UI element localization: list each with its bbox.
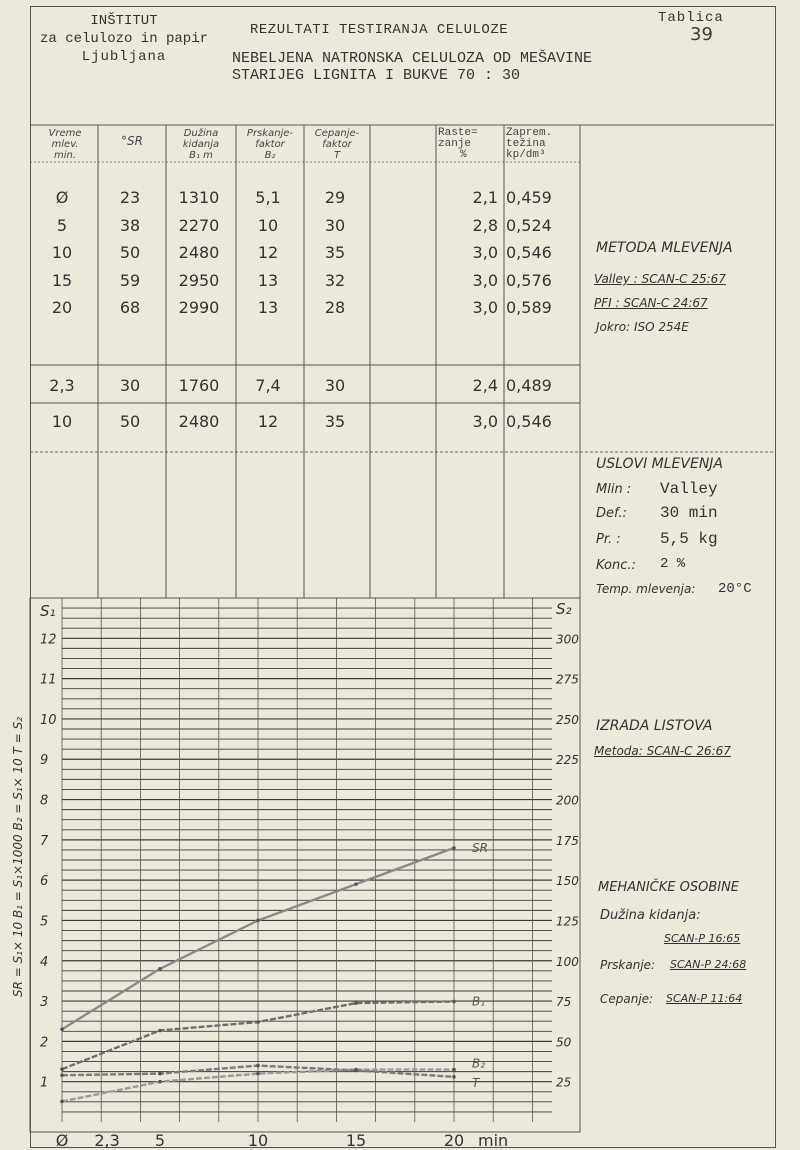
- table-row-cell: 0,589: [506, 298, 552, 317]
- table-row-cell: 50: [119, 243, 141, 262]
- x-tick-label: 20: [443, 1131, 465, 1150]
- x-axis-label: min: [478, 1131, 509, 1150]
- left-tick-label: 2: [40, 1035, 49, 1051]
- series-point: [452, 1075, 456, 1079]
- series-point: [256, 1064, 260, 1068]
- table-row-cell: 2,8: [472, 215, 498, 235]
- summary-row-cell: 1760: [178, 376, 220, 395]
- left-tick-label: 4: [40, 954, 49, 970]
- col-header-cepanje: Cepanje- faktor T: [314, 128, 360, 161]
- temp-value: 20°C: [718, 581, 752, 597]
- table-row-cell: 0,459: [506, 188, 552, 207]
- uslovi-konc-value: 2 %: [660, 556, 686, 572]
- right-tick-label: 300: [556, 632, 579, 647]
- meh-duzina-label: Dužina kidanja:: [600, 908, 701, 923]
- series-point: [60, 1027, 64, 1031]
- temp-label: Temp. mlevenja:: [596, 582, 696, 596]
- uslovi-mlin-label: Mlin :: [596, 482, 632, 497]
- left-axis-label: S₁: [40, 602, 56, 620]
- table-row-cell: 68: [119, 298, 141, 317]
- table-row-cell: 2270: [178, 215, 220, 235]
- left-tick-label: 8: [40, 793, 49, 809]
- metoda-line-2: PFI : SCAN-C 24:67: [594, 296, 708, 310]
- summary-row-cell: 10: [51, 412, 73, 431]
- uslovi-konc-label: Konc.:: [596, 558, 636, 573]
- series-label: B₂: [472, 1056, 486, 1071]
- x-tick-label: 5: [154, 1131, 166, 1150]
- series-point: [60, 1067, 64, 1071]
- uslovi-pr-value: 5,5 kg: [660, 530, 718, 548]
- series-label: T: [472, 1075, 480, 1090]
- series-point: [158, 967, 162, 971]
- x-tick-label: 15: [345, 1131, 367, 1150]
- table-row-cell: 20: [51, 298, 73, 317]
- table-row-cell: 10: [51, 243, 73, 262]
- series-point: [452, 1068, 456, 1072]
- page-subtitle-1: NEBELJENA NATRONSKA CELULOZA OD MEŠAVINE: [232, 50, 593, 67]
- right-tick-label: 75: [556, 995, 572, 1010]
- meh-cepanje-label: Cepanje:: [600, 992, 654, 1006]
- table-row-cell: 3,0: [472, 298, 498, 317]
- metoda-title: METODA MLEVENJA: [596, 240, 733, 256]
- table-row-cell: 13: [257, 270, 279, 290]
- table-row-cell: 2950: [178, 270, 220, 290]
- series-point: [158, 1080, 162, 1084]
- col-header-sr: °SR: [121, 134, 143, 148]
- uslovi-title: USLOVI MLEVENJA: [596, 456, 724, 472]
- summary-row-cell: 30: [119, 376, 141, 395]
- table-row-cell: 23: [119, 188, 141, 207]
- series-point: [158, 1029, 162, 1033]
- x-tick-label: 2,3: [94, 1131, 120, 1150]
- table-row-cell: 2990: [178, 298, 220, 317]
- right-tick-label: 150: [556, 874, 579, 889]
- table-row-cell: 0,524: [506, 215, 552, 235]
- right-tick-label: 175: [556, 833, 579, 848]
- right-axis-label: S₂: [556, 600, 572, 618]
- col-header-vreme: Vreme mlev. min.: [48, 128, 82, 161]
- table-row-cell: 13: [257, 298, 279, 317]
- side-formula: SR = S₁× 10 B₁ = S₁×1000 B₂ = S₁× 10 T = S₂: [11, 716, 25, 998]
- left-tick-label: 3: [40, 995, 49, 1011]
- table-row-cell: 28: [324, 298, 346, 317]
- table-row-cell: 5: [56, 215, 68, 235]
- meh-prskanje-label: Prskanje:: [600, 958, 656, 972]
- table-row-cell: 35: [324, 243, 346, 262]
- series-point: [60, 1100, 64, 1104]
- metoda-line-1: Valley : SCAN-C 25:67: [594, 272, 726, 286]
- page-subtitle-2: STARIJEG LIGNITA I BUKVE 70 : 30: [232, 67, 521, 84]
- uslovi-mlin-value: Valley: [660, 480, 718, 498]
- table-row-cell: 30: [324, 215, 346, 235]
- left-tick-label: 1: [40, 1075, 49, 1091]
- summary-row-cell: 3,0: [472, 412, 498, 431]
- page-title: REZULTATI TESTIRANJA CELULOZE: [250, 22, 509, 38]
- summary-row-cell: 2,3: [49, 376, 75, 395]
- table-label: Tablica: [658, 10, 724, 26]
- series-label: SR: [472, 840, 488, 855]
- table-number: 39: [690, 24, 713, 45]
- col-header-rastezanje: Raste= zanje %: [438, 127, 478, 161]
- summary-row-cell: 2480: [178, 412, 220, 431]
- right-tick-label: 225: [556, 753, 579, 768]
- summary-row-cell: 0,546: [506, 412, 552, 431]
- table-row-cell: 38: [119, 215, 141, 235]
- uslovi-pr-label: Pr. :: [596, 532, 621, 547]
- table-row-cell: 59: [119, 270, 141, 290]
- x-tick-label: 10: [247, 1131, 269, 1150]
- table-row-cell: 32: [324, 270, 346, 290]
- institute-subtitle: za celulozo in papir: [39, 31, 209, 47]
- table-row-cell: 2480: [178, 243, 220, 262]
- table-row-cell: 2,1: [472, 188, 498, 207]
- left-tick-label: 12: [40, 632, 57, 648]
- table-row-cell: 0,576: [506, 270, 552, 290]
- summary-row-cell: 12: [257, 412, 279, 431]
- institute-city: Ljubljana: [81, 49, 167, 65]
- izrada-line: Metoda: SCAN-C 26:67: [594, 744, 731, 758]
- col-header-prskanje: Prskanje- faktor B₂: [246, 128, 294, 161]
- metoda-line-3: Jokro: ISO 254E: [596, 320, 689, 334]
- series-point: [354, 1069, 358, 1073]
- uslovi-def-label: Def.:: [596, 506, 627, 521]
- x-tick-label: Ø: [55, 1131, 69, 1150]
- table-row-cell: 3,0: [472, 243, 498, 262]
- series-point: [60, 1073, 64, 1077]
- series-point: [256, 919, 260, 923]
- right-tick-label: 200: [556, 793, 579, 808]
- summary-row-cell: 2,4: [472, 376, 498, 395]
- table-row-cell: Ø: [55, 188, 69, 207]
- table-row-cell: 3,0: [472, 270, 498, 290]
- series-label: B₁: [472, 994, 486, 1009]
- series-point: [256, 1020, 260, 1024]
- series-point: [354, 882, 358, 886]
- uslovi-def-value: 30 min: [660, 504, 718, 522]
- left-tick-label: 7: [40, 833, 49, 849]
- table-row-cell: 0,546: [506, 243, 552, 262]
- right-tick-label: 25: [556, 1075, 572, 1090]
- series-point: [452, 846, 456, 850]
- table-row-cell: 29: [324, 188, 346, 207]
- table-row-cell: 1310: [178, 188, 220, 207]
- left-tick-label: 6: [40, 874, 49, 890]
- summary-row-cell: 35: [324, 412, 346, 431]
- table-row-cell: 12: [257, 243, 279, 262]
- table-row-cell: 10: [257, 215, 279, 235]
- col-header-duzina: Dužina kidanja B₁ m: [182, 128, 220, 161]
- series-point: [256, 1072, 260, 1076]
- series-point: [158, 1072, 162, 1076]
- table-row-cell: 5,1: [255, 188, 281, 207]
- meh-cepanje-value: SCAN-P 11:64: [666, 992, 743, 1005]
- meh-duzina-value: SCAN-P 16:65: [664, 932, 741, 945]
- meh-prskanje-value: SCAN-P 24:68: [670, 958, 747, 971]
- meh-title: MEHANIČKE OSOBINE: [598, 880, 740, 895]
- institute-name: INŠTITUT: [90, 13, 158, 29]
- left-tick-label: 9: [40, 753, 49, 769]
- left-tick-label: 10: [40, 712, 57, 728]
- summary-row-cell: 0,489: [506, 376, 552, 395]
- right-tick-label: 125: [556, 914, 579, 929]
- right-tick-label: 50: [556, 1035, 572, 1050]
- right-tick-label: 250: [556, 712, 579, 727]
- summary-row-cell: 7,4: [255, 376, 281, 395]
- table-row-cell: 15: [51, 270, 73, 290]
- right-tick-label: 275: [556, 672, 579, 687]
- series-point: [452, 1000, 456, 1004]
- summary-row-cell: 30: [324, 376, 346, 395]
- left-tick-label: 5: [40, 914, 49, 930]
- right-tick-label: 100: [556, 954, 579, 969]
- izrada-title: IZRADA LISTOVA: [596, 718, 713, 734]
- col-header-zaprem: Zaprem. težina kp/dm³: [506, 127, 553, 161]
- left-tick-label: 11: [40, 672, 57, 688]
- summary-row-cell: 50: [119, 412, 141, 431]
- series-point: [354, 1001, 358, 1005]
